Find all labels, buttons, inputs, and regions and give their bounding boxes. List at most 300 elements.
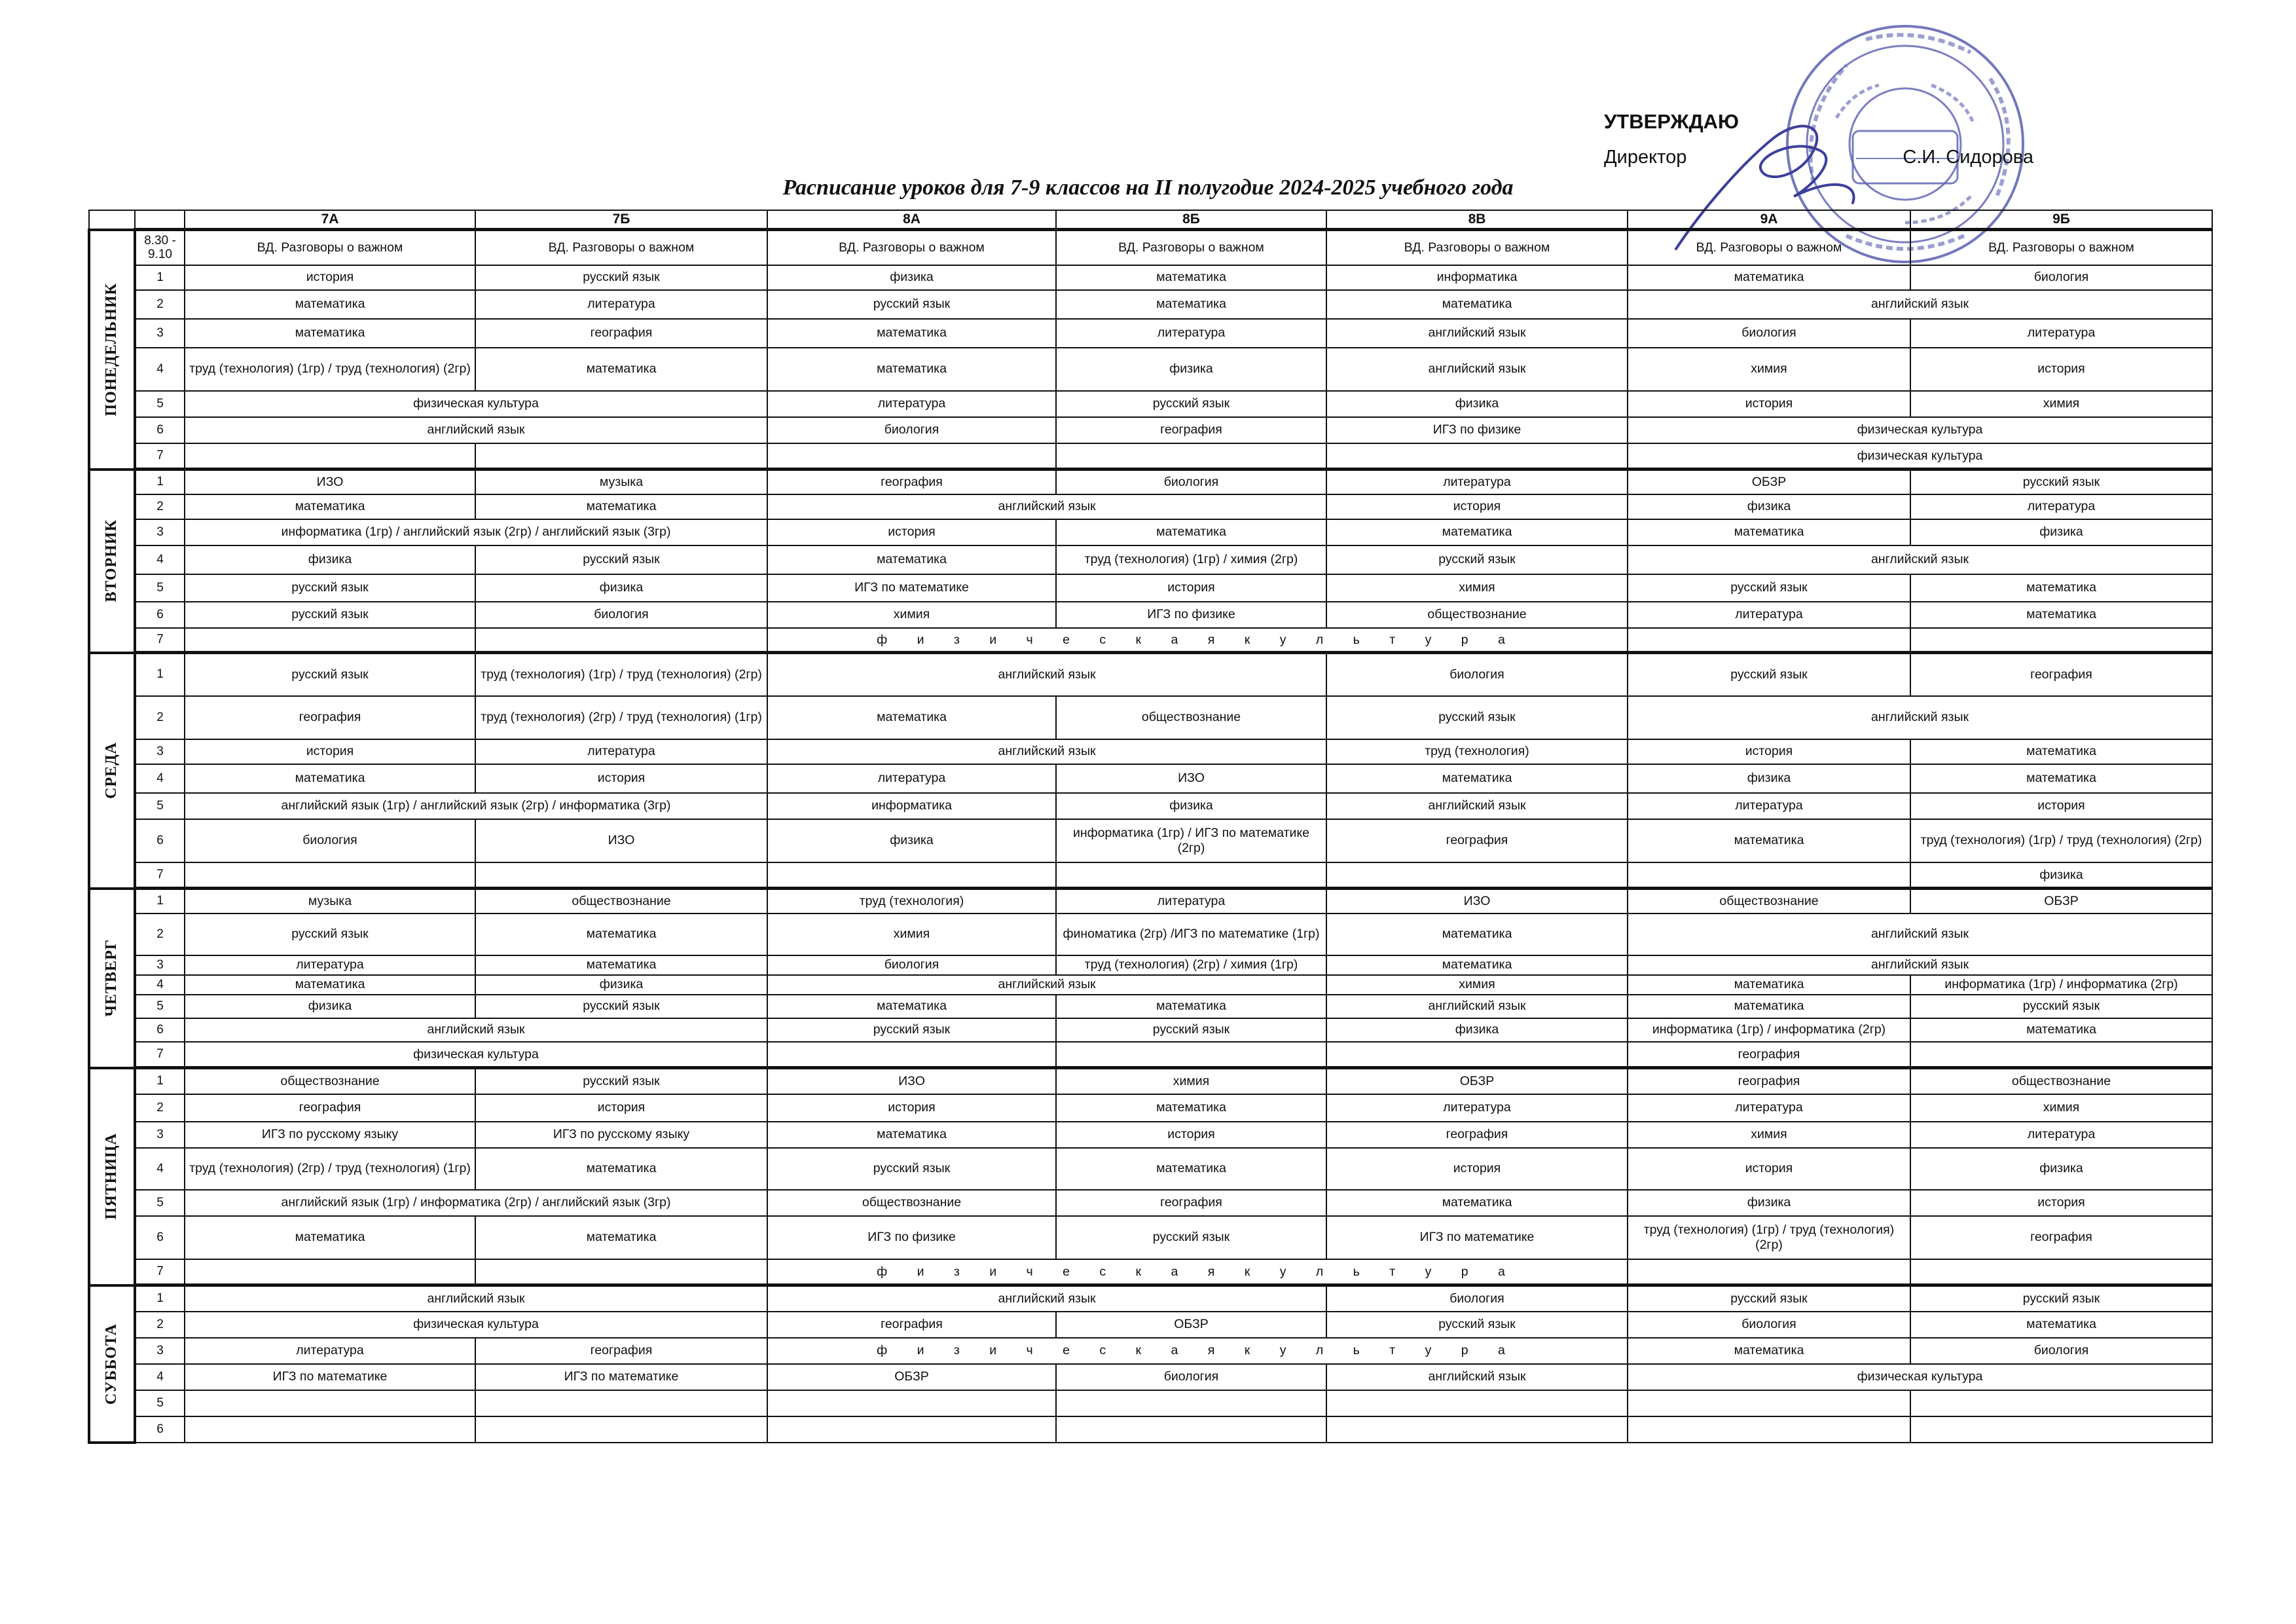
lesson-cell: математика <box>185 764 475 793</box>
lesson-cell: химия <box>767 602 1056 628</box>
lesson-cell: русский язык <box>1326 696 1628 739</box>
lesson-row <box>89 470 2212 494</box>
lesson-row <box>89 913 2212 955</box>
lesson-cell: литература <box>1628 602 1910 628</box>
lesson-cell: математика <box>185 975 475 995</box>
lesson-cell: биология <box>185 819 475 862</box>
lesson-cell: физика <box>767 819 1056 862</box>
day-name: СРЕДА <box>103 742 120 800</box>
lesson-cell: ИЗО <box>1056 764 1326 793</box>
lesson-row <box>89 1042 2212 1068</box>
lesson-row <box>89 1285 2212 1312</box>
lesson-number: 6 <box>135 1018 185 1042</box>
lesson-row <box>89 443 2212 470</box>
day-name: ВТОРНИК <box>103 519 120 602</box>
lesson-cell <box>475 862 767 889</box>
lesson-cell: биология <box>767 955 1056 975</box>
header-blank <box>89 210 135 230</box>
class-header: 8А <box>767 210 1056 230</box>
lesson-cell: история <box>1056 574 1326 602</box>
lesson-row <box>89 995 2212 1018</box>
lesson-cell <box>185 1390 475 1416</box>
lesson-cell: труд (технология) (1гр) / химия (2гр) <box>1056 545 1326 574</box>
lesson-cell <box>1056 443 1326 470</box>
lesson-cell: история <box>1910 348 2212 391</box>
lesson-cell: математика <box>1326 290 1628 319</box>
lesson-cell: русский язык <box>1910 995 2212 1018</box>
lesson-cell: ИГЗ по русскому языку <box>185 1122 475 1148</box>
lesson-cell: физическая культура <box>185 1042 767 1068</box>
lesson-cell: история <box>475 1094 767 1122</box>
lesson-cell: английский язык <box>767 739 1326 764</box>
lesson-cell: математика <box>1326 1190 1628 1216</box>
lesson-cell: математика <box>1056 1094 1326 1122</box>
approval-heading: УТВЕРЖДАЮ <box>1604 110 1740 133</box>
class-header: 9А <box>1628 210 1910 230</box>
lesson-cell: химия <box>767 913 1056 955</box>
lesson-cell: математика <box>185 319 475 348</box>
lesson-cell: математика <box>767 348 1056 391</box>
lesson-cell: ИЗО <box>767 1068 1056 1094</box>
lesson-cell: физика <box>767 265 1056 290</box>
lesson-cell: химия <box>1628 1122 1910 1148</box>
lesson-cell: математика <box>1326 955 1628 975</box>
lesson-cell: литература <box>475 739 767 764</box>
lesson-cell: ВД. Разговоры о важном <box>475 230 767 265</box>
lesson-cell: география <box>1056 417 1326 443</box>
lesson-cell: математика <box>1326 764 1628 793</box>
lesson-cell: физическая культура <box>1628 443 2212 470</box>
lesson-cell: география <box>1628 1068 1910 1094</box>
lesson-cell: русский язык <box>475 545 767 574</box>
lesson-cell: ИГЗ по математике <box>475 1364 767 1390</box>
lesson-cell: ИГЗ по физике <box>1326 417 1628 443</box>
day-name: ПЯТНИЦА <box>103 1133 120 1220</box>
lesson-cell: ВД. Разговоры о важном <box>185 230 475 265</box>
lesson-cell: английский язык (1гр) / информатика (2гр) / английский язык (3гр) <box>185 1190 767 1216</box>
lesson-cell: химия <box>1326 975 1628 995</box>
lesson-number: 5 <box>135 995 185 1018</box>
lesson-number: 6 <box>135 1416 185 1443</box>
lesson-cell: история <box>1326 494 1628 519</box>
lesson-cell: математика <box>767 545 1056 574</box>
lesson-cell: физика <box>1910 862 2212 889</box>
lesson-cell: биология <box>1628 1312 1910 1338</box>
lesson-cell <box>1326 1042 1628 1068</box>
lesson-cell: обществознание <box>1628 889 1910 913</box>
lesson-cell: ОБЗР <box>1910 889 2212 913</box>
lesson-cell: ф и з и ч е с к а я к у л ь т у р а <box>767 628 1628 653</box>
lesson-row <box>89 764 2212 793</box>
lesson-row <box>89 1364 2212 1390</box>
lesson-cell: русский язык <box>1056 1018 1326 1042</box>
schedule-table <box>88 210 2213 1444</box>
lesson-cell: труд (технология) (2гр) / труд (технология) (1гр) <box>185 1148 475 1190</box>
lesson-cell: литература <box>1326 470 1628 494</box>
lesson-cell: география <box>1910 1216 2212 1259</box>
lesson-cell: математика <box>475 1148 767 1190</box>
lesson-cell: математика <box>767 696 1056 739</box>
lesson-cell: русский язык <box>767 290 1056 319</box>
lesson-cell: биология <box>1056 1364 1326 1390</box>
lesson-cell: математика <box>1628 265 1910 290</box>
lesson-cell: ИГЗ по математике <box>1326 1216 1628 1259</box>
lesson-row <box>89 793 2212 819</box>
lesson-cell: физика <box>1910 519 2212 545</box>
lesson-number: 3 <box>135 1338 185 1364</box>
lesson-cell: математика <box>767 319 1056 348</box>
lesson-number: 4 <box>135 1364 185 1390</box>
lesson-cell: математика <box>185 494 475 519</box>
lesson-cell: математика <box>1628 819 1910 862</box>
lesson-row <box>89 602 2212 628</box>
lesson-cell: математика <box>1910 1312 2212 1338</box>
lesson-cell: математика <box>1056 995 1326 1018</box>
lesson-cell: русский язык <box>475 265 767 290</box>
lesson-cell: ОБЗР <box>1056 1312 1326 1338</box>
lesson-cell: математика <box>767 995 1056 1018</box>
lesson-cell: ИГЗ по математике <box>185 1364 475 1390</box>
lesson-cell: литература <box>185 955 475 975</box>
lesson-cell: русский язык <box>1910 1285 2212 1312</box>
lesson-cell: физика <box>1910 1148 2212 1190</box>
lesson-number: 7 <box>135 443 185 470</box>
lesson-cell: география <box>185 696 475 739</box>
lesson-cell <box>1056 1042 1326 1068</box>
lesson-cell: русский язык <box>185 653 475 696</box>
lesson-number: 5 <box>135 1390 185 1416</box>
lesson-cell: физика <box>1326 391 1628 417</box>
lesson-cell: русский язык <box>767 1018 1056 1042</box>
lesson-number: 2 <box>135 290 185 319</box>
lesson-number: 1 <box>135 889 185 913</box>
lesson-cell: английский язык <box>767 494 1326 519</box>
lesson-number: 1 <box>135 1068 185 1094</box>
lesson-number: 1 <box>135 265 185 290</box>
lesson-cell: география <box>767 1312 1056 1338</box>
class-header: 9Б <box>1910 210 2212 230</box>
header-blank <box>135 210 185 230</box>
lesson-cell: ИГЗ по русскому языку <box>475 1122 767 1148</box>
lesson-number: 3 <box>135 519 185 545</box>
lesson-cell: английский язык <box>185 1285 767 1312</box>
lesson-cell: ИЗО <box>475 819 767 862</box>
lesson-cell: биология <box>1910 1338 2212 1364</box>
lesson-cell: физическая культура <box>185 391 767 417</box>
lesson-number: 5 <box>135 1190 185 1216</box>
lesson-cell: физика <box>1056 793 1326 819</box>
lesson-cell: география <box>1326 1122 1628 1148</box>
lesson-number: 1 <box>135 1285 185 1312</box>
class-header-row <box>89 210 2212 230</box>
lesson-row <box>89 1216 2212 1259</box>
lesson-cell: математика <box>185 290 475 319</box>
lesson-cell: ВД. Разговоры о важном <box>767 230 1056 265</box>
lesson-cell: математика <box>185 1216 475 1259</box>
lesson-cell: информатика <box>1326 265 1628 290</box>
lesson-cell: биология <box>1056 470 1326 494</box>
lesson-cell: ВД. Разговоры о важном <box>1910 230 2212 265</box>
lesson-cell: физика <box>1628 1190 1910 1216</box>
lesson-cell: английский язык <box>185 1018 767 1042</box>
lesson-cell: русский язык <box>475 995 767 1018</box>
lesson-cell: обществознание <box>1910 1068 2212 1094</box>
lesson-cell: литература <box>767 391 1056 417</box>
lesson-row <box>89 1390 2212 1416</box>
lesson-cell <box>1326 1390 1628 1416</box>
lesson-number: 7 <box>135 1042 185 1068</box>
lesson-row <box>89 230 2212 265</box>
lesson-cell: русский язык <box>185 574 475 602</box>
lesson-cell: физика <box>1056 348 1326 391</box>
lesson-number: 4 <box>135 348 185 391</box>
lesson-cell: русский язык <box>1628 1285 1910 1312</box>
lesson-number: 3 <box>135 1122 185 1148</box>
lesson-cell: химия <box>1628 348 1910 391</box>
lesson-cell: география <box>475 319 767 348</box>
lesson-row <box>89 975 2212 995</box>
lesson-row <box>89 348 2212 391</box>
lesson-cell: английский язык <box>1326 995 1628 1018</box>
lesson-row <box>89 1312 2212 1338</box>
lesson-cell: ф и з и ч е с к а я к у л ь т у р а <box>767 1259 1628 1285</box>
lesson-cell <box>1056 1390 1326 1416</box>
lesson-cell: литература <box>1056 889 1326 913</box>
lesson-cell <box>475 443 767 470</box>
lesson-cell: литература <box>1326 1094 1628 1122</box>
lesson-cell: математика <box>1628 995 1910 1018</box>
lesson-row <box>89 1259 2212 1285</box>
lesson-cell: ВД. Разговоры о важном <box>1326 230 1628 265</box>
lesson-number: 8.30 - 9.10 <box>135 230 185 265</box>
lesson-cell: история <box>185 265 475 290</box>
lesson-number: 2 <box>135 696 185 739</box>
lesson-cell <box>767 1390 1056 1416</box>
lesson-number: 7 <box>135 1259 185 1285</box>
lesson-cell: русский язык <box>1628 574 1910 602</box>
lesson-row <box>89 519 2212 545</box>
lesson-number: 2 <box>135 1312 185 1338</box>
lesson-cell: обществознание <box>475 889 767 913</box>
class-header: 7А <box>185 210 475 230</box>
lesson-cell: математика <box>475 913 767 955</box>
lesson-number: 4 <box>135 764 185 793</box>
lesson-cell: информатика (1гр) / информатика (2гр) <box>1628 1018 1910 1042</box>
lesson-cell: ИЗО <box>185 470 475 494</box>
lesson-cell: литература <box>1910 319 2212 348</box>
lesson-number: 6 <box>135 417 185 443</box>
lesson-cell: математика <box>1910 739 2212 764</box>
lesson-cell: труд (технология) (2гр) / труд (технология) (1гр) <box>475 696 767 739</box>
lesson-cell: английский язык <box>1326 1364 1628 1390</box>
approval-line <box>1604 147 2259 168</box>
lesson-cell: труд (технология) (1гр) / труд (технология) (2гр) <box>475 653 767 696</box>
lesson-cell: ф и з и ч е с к а я к у л ь т у р а <box>767 1338 1628 1364</box>
lesson-cell: математика <box>1056 519 1326 545</box>
lesson-cell: география <box>185 1094 475 1122</box>
lesson-cell <box>767 1416 1056 1443</box>
lesson-row <box>89 1338 2212 1364</box>
lesson-cell: география <box>1056 1190 1326 1216</box>
lesson-cell: английский язык <box>1628 913 2212 955</box>
lesson-cell: английский язык <box>767 653 1326 696</box>
lesson-cell: английский язык <box>1628 696 2212 739</box>
lesson-cell: литература <box>1056 319 1326 348</box>
lesson-row <box>89 391 2212 417</box>
lesson-cell: ОБЗР <box>1326 1068 1628 1094</box>
lesson-cell: обществознание <box>1326 602 1628 628</box>
lesson-cell: русский язык <box>767 1148 1056 1190</box>
lesson-cell: литература <box>475 290 767 319</box>
lesson-cell <box>767 862 1056 889</box>
lesson-number: 3 <box>135 319 185 348</box>
lesson-cell: труд (технология) <box>767 889 1056 913</box>
lesson-cell: география <box>1910 653 2212 696</box>
lesson-cell: труд (технология) (2гр) / химия (1гр) <box>1056 955 1326 975</box>
lesson-cell: физика <box>1628 764 1910 793</box>
lesson-cell: литература <box>767 764 1056 793</box>
lesson-cell: труд (технология) (1гр) / труд (технология) (2гр) <box>185 348 475 391</box>
lesson-cell: музыка <box>185 889 475 913</box>
lesson-cell: информатика (1гр) / информатика (2гр) <box>1910 975 2212 995</box>
lesson-cell: математика <box>1628 1338 1910 1364</box>
lesson-cell: история <box>767 1094 1056 1122</box>
lesson-cell <box>1628 628 1910 653</box>
lesson-cell <box>1056 1416 1326 1443</box>
lesson-cell <box>1910 1416 2212 1443</box>
lesson-cell <box>1910 1390 2212 1416</box>
lesson-cell <box>767 443 1056 470</box>
lesson-cell: обществознание <box>767 1190 1056 1216</box>
lesson-cell: ИГЗ по физике <box>767 1216 1056 1259</box>
day-label <box>89 470 135 653</box>
lesson-number: 4 <box>135 1148 185 1190</box>
lesson-cell <box>767 1042 1056 1068</box>
lesson-cell <box>475 628 767 653</box>
lesson-cell: русский язык <box>1056 1216 1326 1259</box>
day-label <box>89 653 135 889</box>
lesson-cell: английский язык (1гр) / английский язык (2гр) / информатика (3гр) <box>185 793 767 819</box>
lesson-cell: химия <box>1326 574 1628 602</box>
lesson-row <box>89 574 2212 602</box>
lesson-cell: физика <box>185 995 475 1018</box>
lesson-cell <box>1910 628 2212 653</box>
lesson-cell: математика <box>1910 764 2212 793</box>
lesson-cell: история <box>1628 739 1910 764</box>
lesson-cell: ОБЗР <box>767 1364 1056 1390</box>
lesson-cell: математика <box>1056 290 1326 319</box>
lesson-cell: математика <box>1910 574 2212 602</box>
lesson-cell: русский язык <box>475 1068 767 1094</box>
lesson-row <box>89 696 2212 739</box>
lesson-cell: история <box>1910 793 2212 819</box>
lesson-row <box>89 1190 2212 1216</box>
lesson-row <box>89 739 2212 764</box>
lesson-number: 5 <box>135 391 185 417</box>
lesson-cell: география <box>767 470 1056 494</box>
lesson-cell <box>185 862 475 889</box>
lesson-cell: математика <box>475 494 767 519</box>
lesson-cell: математика <box>767 1122 1056 1148</box>
lesson-row <box>89 819 2212 862</box>
lesson-cell: труд (технология) (1гр) / труд (технология) (2гр) <box>1910 819 2212 862</box>
lesson-row <box>89 1416 2212 1443</box>
lesson-number: 1 <box>135 653 185 696</box>
lesson-cell: информатика (1гр) / ИГЗ по математике (2гр) <box>1056 819 1326 862</box>
lesson-cell: литература <box>185 1338 475 1364</box>
lesson-row <box>89 1148 2212 1190</box>
lesson-number: 4 <box>135 545 185 574</box>
lesson-cell: история <box>1910 1190 2212 1216</box>
lesson-cell <box>1910 1259 2212 1285</box>
lesson-cell: математика <box>1056 265 1326 290</box>
lesson-cell <box>1326 862 1628 889</box>
lesson-number: 2 <box>135 1094 185 1122</box>
lesson-cell: финоматика (2гр) /ИГЗ по математике (1гр) <box>1056 913 1326 955</box>
lesson-cell: английский язык <box>767 975 1326 995</box>
lesson-cell <box>1326 443 1628 470</box>
lesson-cell: английский язык <box>1326 348 1628 391</box>
lesson-number: 7 <box>135 628 185 653</box>
lesson-cell: история <box>475 764 767 793</box>
director-position: Директор <box>1604 147 1687 168</box>
lesson-cell: физика <box>1628 494 1910 519</box>
lesson-cell: математика <box>1326 519 1628 545</box>
lesson-cell: математика <box>1326 913 1628 955</box>
lesson-cell: русский язык <box>1628 653 1910 696</box>
lesson-cell: биология <box>475 602 767 628</box>
lesson-cell: биология <box>1910 265 2212 290</box>
lesson-number: 4 <box>135 975 185 995</box>
lesson-number: 1 <box>135 470 185 494</box>
lesson-cell: математика <box>1910 1018 2212 1042</box>
lesson-cell: литература <box>1910 494 2212 519</box>
lesson-row <box>89 1018 2212 1042</box>
lesson-cell: география <box>1628 1042 1910 1068</box>
lesson-cell: труд (технология) (1гр) / труд (технология) (2гр) <box>1628 1216 1910 1259</box>
day-name: ЧЕТВЕРГ <box>103 939 120 1017</box>
lesson-number: 2 <box>135 494 185 519</box>
lesson-cell: химия <box>1910 391 2212 417</box>
lesson-cell <box>185 1259 475 1285</box>
lesson-cell: ОБЗР <box>1628 470 1910 494</box>
lesson-number: 5 <box>135 574 185 602</box>
lesson-number: 6 <box>135 602 185 628</box>
lesson-cell: английский язык <box>1628 955 2212 975</box>
lesson-cell <box>1628 1416 1910 1443</box>
lesson-row <box>89 290 2212 319</box>
lesson-cell: математика <box>1628 975 1910 995</box>
class-header: 7Б <box>475 210 767 230</box>
lesson-cell: русский язык <box>1910 470 2212 494</box>
class-header: 8Б <box>1056 210 1326 230</box>
lesson-cell: музыка <box>475 470 767 494</box>
class-header: 8В <box>1326 210 1628 230</box>
lesson-cell: английский язык <box>767 1285 1326 1312</box>
lesson-cell: английский язык <box>1628 290 2212 319</box>
lesson-cell: история <box>1056 1122 1326 1148</box>
lesson-cell <box>1056 862 1326 889</box>
lesson-cell: математика <box>1056 1148 1326 1190</box>
lesson-cell: русский язык <box>185 913 475 955</box>
lesson-cell: физика <box>185 545 475 574</box>
lesson-cell: литература <box>1628 793 1910 819</box>
lesson-cell: история <box>185 739 475 764</box>
lesson-number: 6 <box>135 819 185 862</box>
lesson-row <box>89 494 2212 519</box>
lesson-number: 3 <box>135 739 185 764</box>
lesson-row <box>89 889 2212 913</box>
